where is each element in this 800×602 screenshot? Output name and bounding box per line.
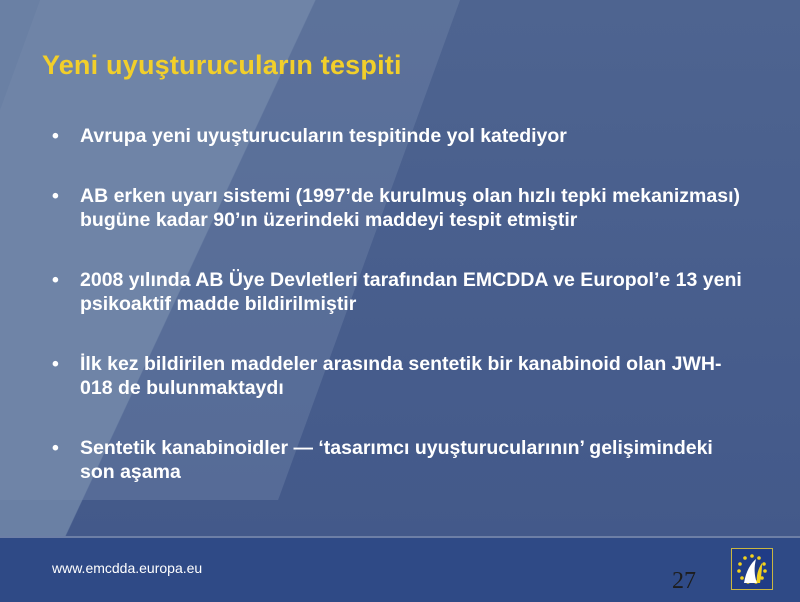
bullet-text: Avrupa yeni uyuşturucuların tespitinde yol katediyor	[80, 125, 567, 147]
bullet-item	[52, 268, 752, 316]
bullet-list	[52, 124, 752, 520]
bullet-item	[52, 352, 752, 400]
bullet-item	[52, 124, 752, 148]
bullet-text: AB erken uyarı sistemi (1997’de kurulmuş olan hızlı tepki mekanizması) bugüne kadar 90’ın üzerindeki maddeyi tespit etmiştir	[80, 185, 740, 231]
slide-title: Yeni uyuşturucuların tespiti	[42, 50, 402, 80]
bullet-item	[52, 184, 752, 232]
footer-bar	[0, 536, 800, 602]
bullet-text: İlk kez bildirilen maddeler arasında sentetik bir kanabinoid olan JWH-018 de bulunmaktaydı	[80, 353, 722, 399]
bullet-dot: •	[52, 353, 59, 375]
bullet-text: 2008 yılında AB Üye Devletleri tarafından EMCDDA ve Europol’e 13 yeni psikoaktif madde bildirilmiştir	[80, 269, 742, 315]
bullet-dot: •	[52, 185, 59, 207]
bullet-dot: •	[52, 125, 59, 147]
bullet-dot: •	[52, 269, 59, 291]
website-url[interactable]: www.emcdda.europa.eu	[52, 560, 203, 576]
bullet-item	[52, 436, 752, 484]
bullet-text: Sentetik kanabinoidler — ‘tasarımcı uyuşturucularının’ gelişimindeki son aşama	[80, 437, 713, 483]
bullet-dot: •	[52, 437, 59, 459]
logo-graphic	[732, 549, 772, 589]
page-number: 27	[672, 568, 696, 594]
emcdda-logo-icon	[731, 548, 773, 590]
